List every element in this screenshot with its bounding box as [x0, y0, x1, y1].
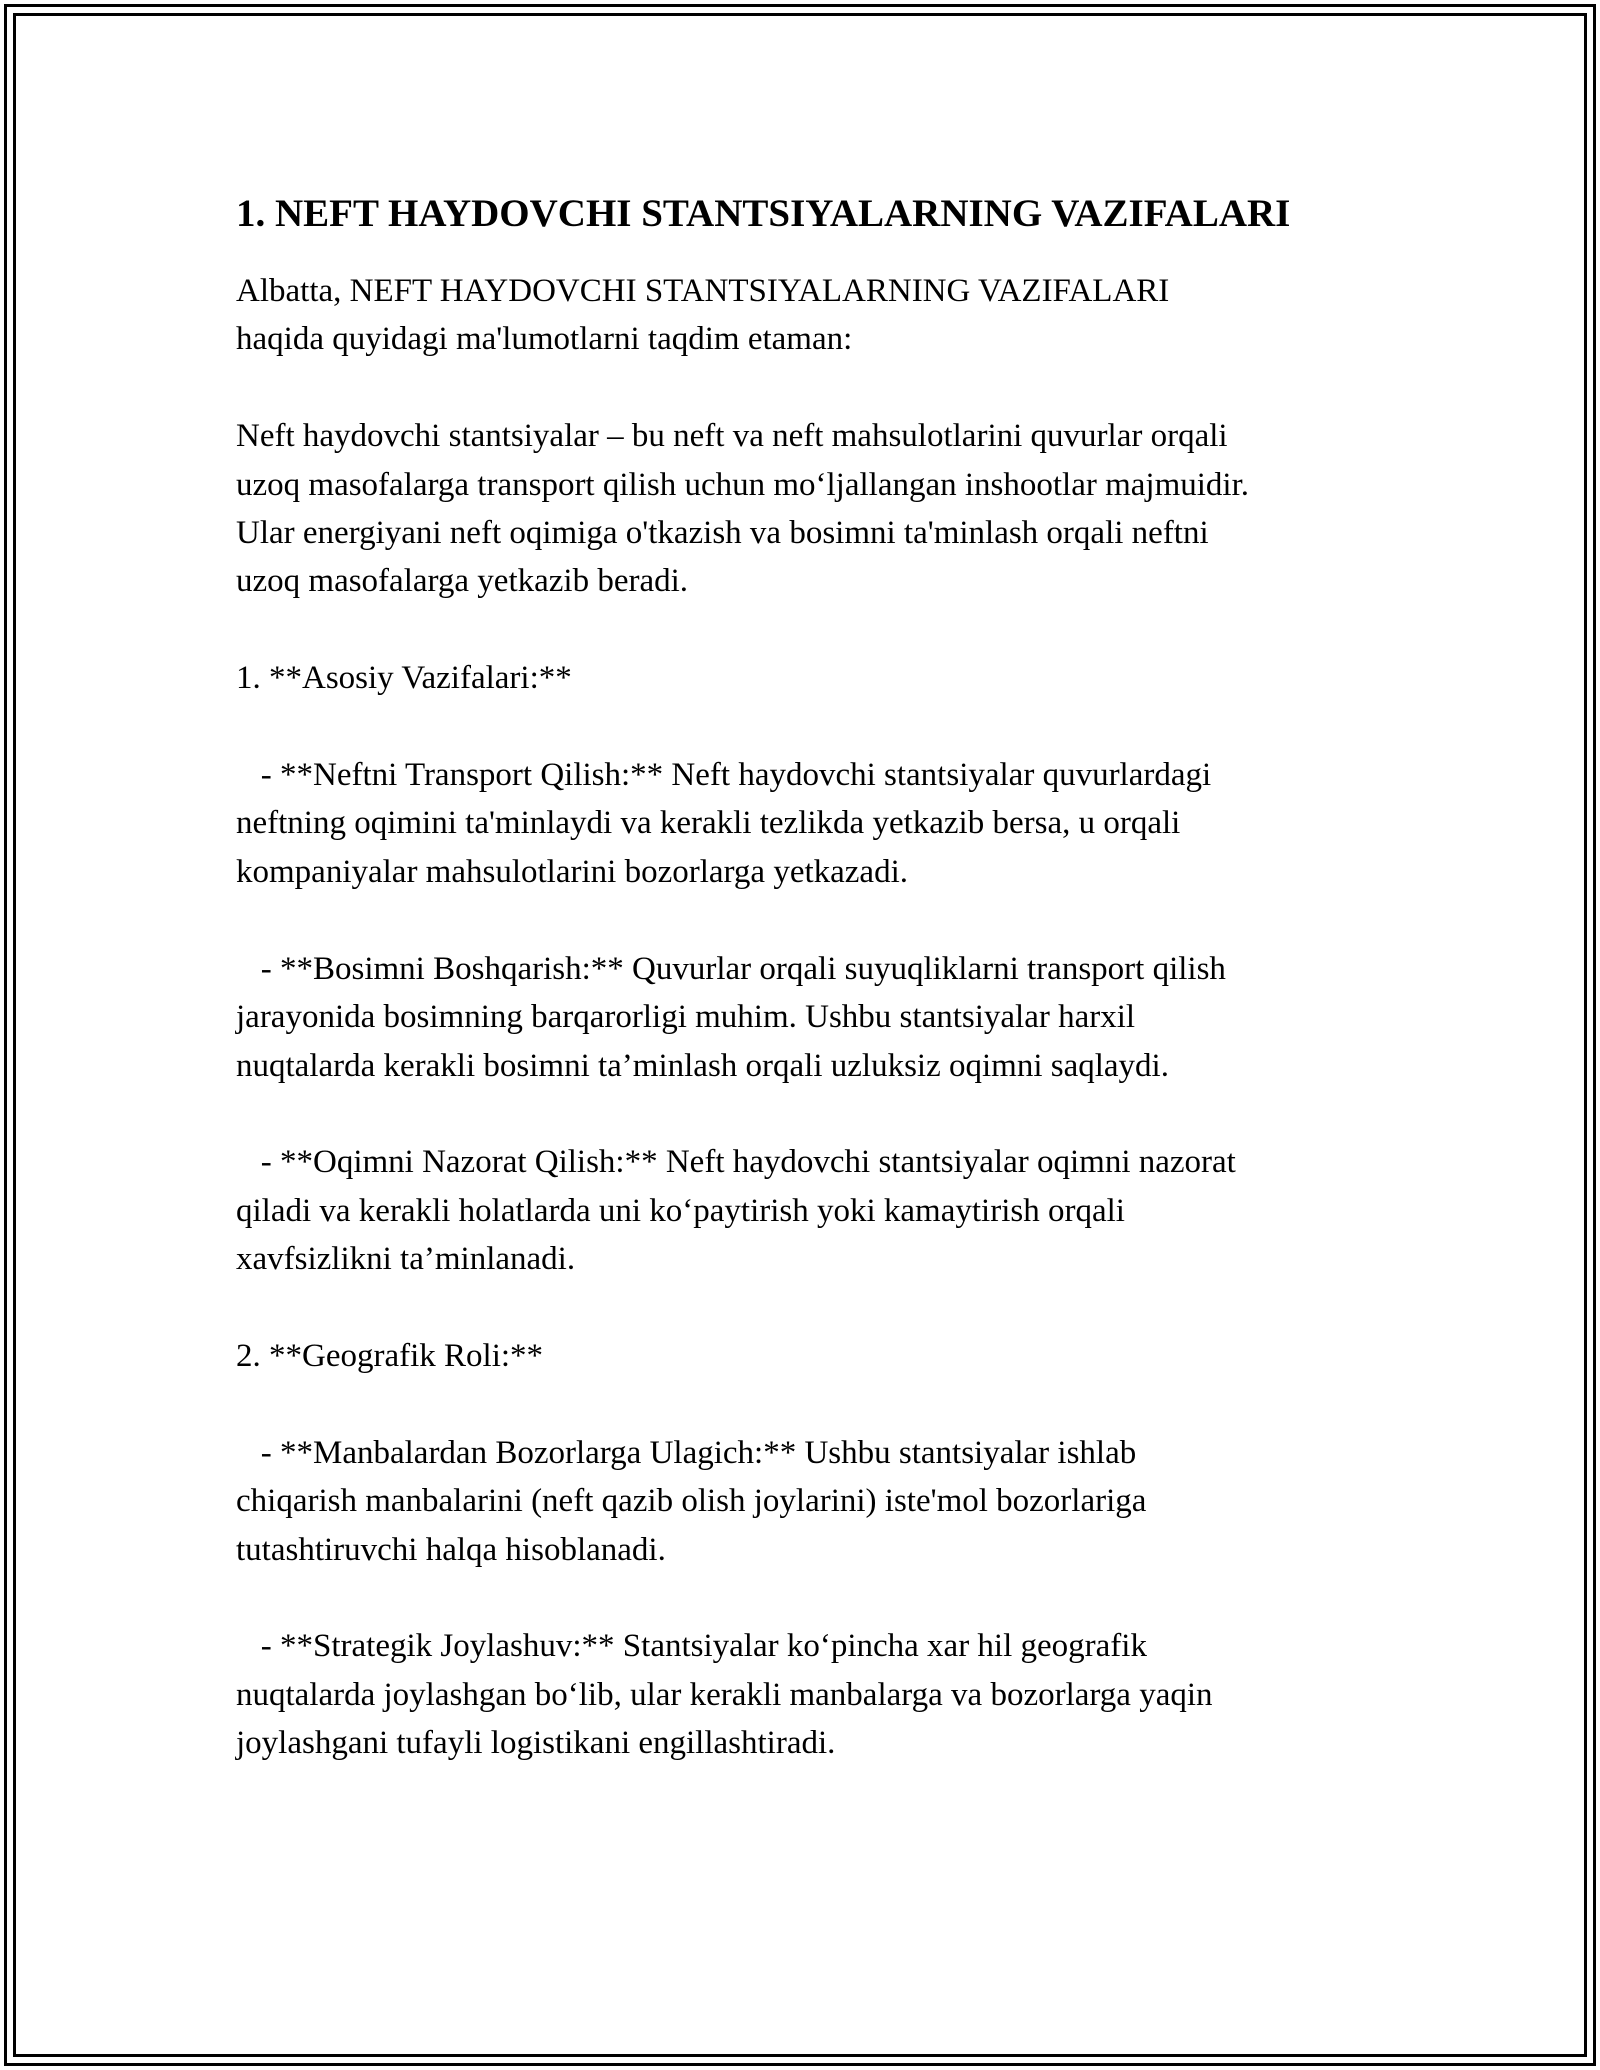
document-title: 1. NEFT HAYDOVCHI STANTSIYALARNING VAZIFALARI [236, 192, 1291, 235]
document-content [236, 186, 1386, 1768]
document-body: Albatta, NEFT HAYDOVCHI STANTSIYALARNING VAZIFALARI haqida quyidagi ma'lumotlarni taqdim etaman: Neft haydovchi stantsiyalar – bu neft va neft mahsulotlarini quvurlar orqali uzoq masofalarga transport qilish uchun moʻljallangan inshootlar majmuidir. Ular energiyani neft oqimiga o'tkazish va bosimni ta'minlash orqali neftni uzoq masofalarga yetkazib beradi. 1. **Asosiy Vazifalari:** - **Neftni Transport Qilish:** Neft haydovchi stantsiyalar quvurlardagi neftning oqimini ta'minlaydi va kerakli tezlikda yetkazib bersa, u orqali kompaniyalar mahsulotlarini bozorlarga yetkazadi. - **Bosimni Boshqarish:** Quvurlar orqali suyuqliklarni transport qilish jarayonida bosimning barqarorligi muhim. Ushbu stantsiyalar harxil nuqtalarda kerakli bosimni ta’minlash orqali uzluksiz oqimni saqlaydi. - **Oqimni Nazorat Qilish:** Neft haydovchi stantsiyalar oqimni nazorat qiladi va kerakli holatlarda uni koʻpaytirish yoki kamaytirish orqali xavfsizlikni ta’minlanadi. 2. **Geografik Roli:** - **Manbalardan Bozorlarga Ulagich:** Ushbu stantsiyalar ishlab chiqarish manbalarini (neft qazib olish joylarini) iste'mol bozorlariga tutashtiruvchi halqa hisoblanadi. - **Strategik Joylashuv:** Stantsiyalar koʻpincha xar hil geografik nuqtalarda joylashgan boʻlib, ular kerakli manbalarga va bozorlarga yaqin joylashgani tufayli logistikani engillashtiradi. [236, 273, 1250, 1762]
